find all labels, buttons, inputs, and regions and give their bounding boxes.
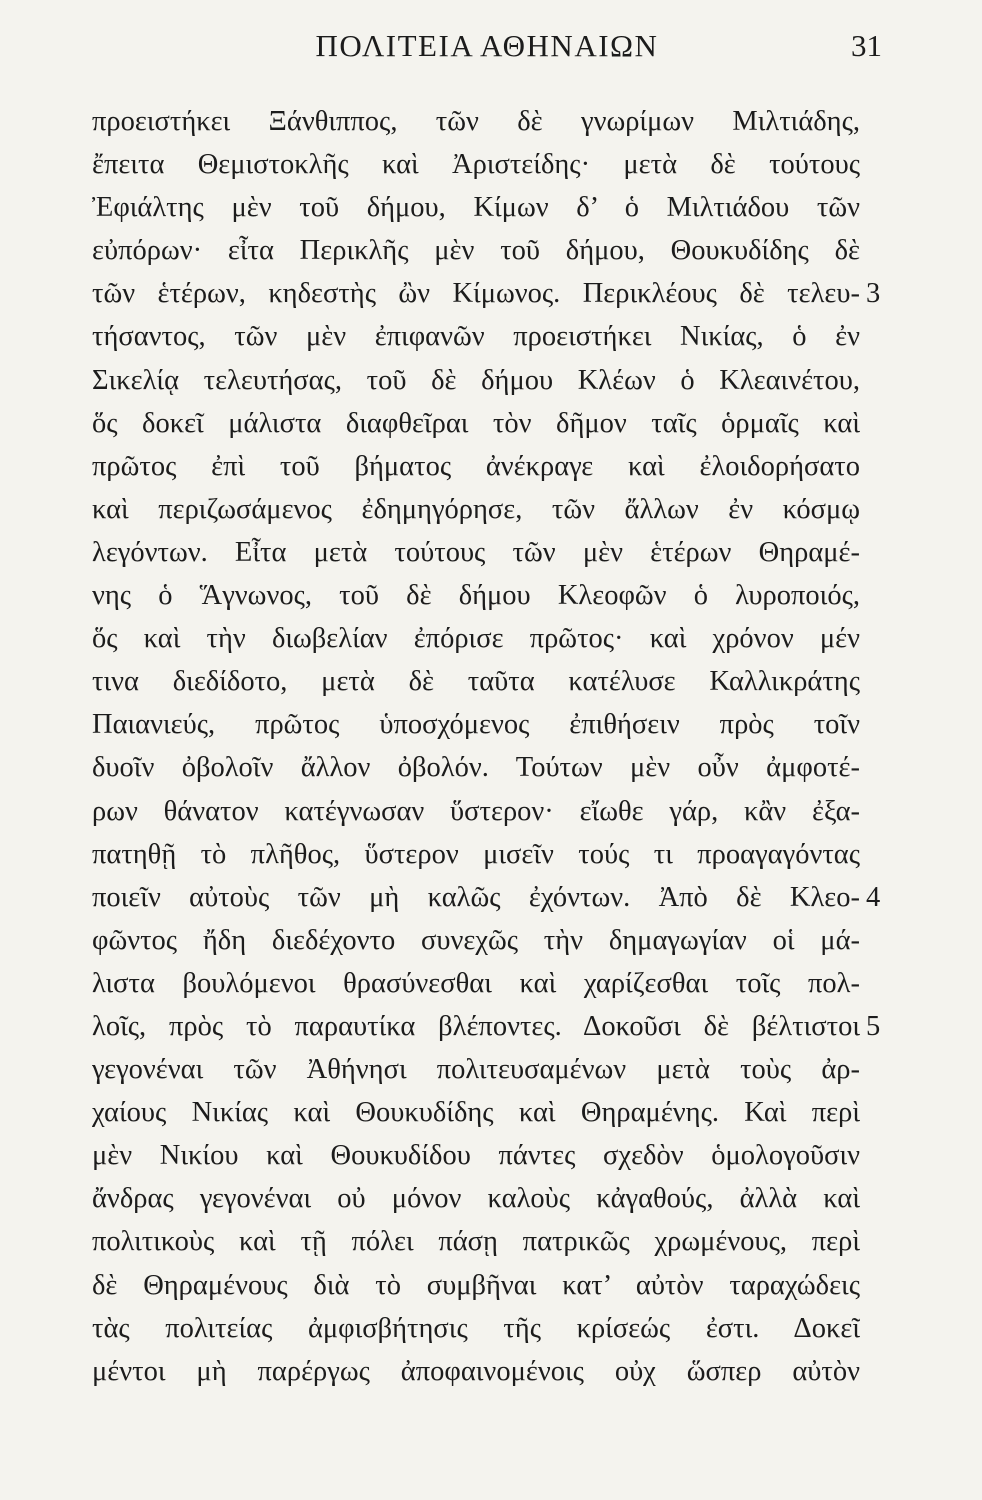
- text-line: μὲν Νικίου καὶ Θουκυδίδου πάντες σχεδὸν ὁμολογοῦσιν: [92, 1140, 860, 1172]
- text-line: πρῶτος ἐπὶ τοῦ βήματος ἀνέκραγε καὶ ἐλοιδορήσατο: [92, 450, 860, 482]
- text-body: [92, 100, 860, 1393]
- text-line: λεγόντων. Εἶτα μετὰ τούτους τῶν μὲν ἑτέρων Θηραμέ-: [92, 536, 860, 568]
- text-line: ἔπειτα Θεμιστοκλῆς καὶ Ἀριστείδης· μετὰ δὲ τούτους: [92, 149, 860, 181]
- text-line: νης ὁ Ἅγνωνος, τοῦ δὲ δήμου Κλεοφῶν ὁ λυροποιός,: [92, 580, 860, 612]
- section-number: 4: [866, 881, 881, 913]
- text-line: πατηθῇ τὸ πλῆθος, ὕστερον μισεῖν τούς τι προαγαγόντας: [92, 838, 860, 870]
- text-line: δυοῖν ὀβολοῖν ἄλλον ὀβολόν. Τούτων μὲν οὖν ἀμφοτέ-: [92, 752, 860, 784]
- section-number: 3: [866, 278, 881, 310]
- text-line: Παιανιεύς, πρῶτος ὑποσχόμενος ἐπιθήσειν πρὸς τοῖν: [92, 709, 860, 741]
- text-line: τινα διεδίδοτο, μετὰ δὲ ταῦτα κατέλυσε Καλλικράτης: [92, 666, 860, 698]
- text-line: μέντοι μὴ παρέργως ἀποφαινομένοις οὐχ ὥσπερ αὐτὸν: [92, 1355, 860, 1387]
- running-title: ΠΟΛΙΤΕΙΑ ΑΘΗΝΑΙΩΝ: [315, 28, 659, 63]
- text-line: ποιεῖν αὐτοὺς τῶν μὴ καλῶς ἐχόντων. Ἀπὸ δὲ Κλεο-: [92, 881, 860, 913]
- text-line: χαίους Νικίας καὶ Θουκυδίδης καὶ Θηραμένης. Καὶ περὶ: [92, 1097, 860, 1129]
- text-line: πολιτικοὺς καὶ τῇ πόλει πάσῃ πατρικῶς χρωμένους, περὶ: [92, 1226, 860, 1258]
- text-line: προειστήκει Ξάνθιππος, τῶν δὲ γνωρίμων Μιλτιάδης,: [92, 106, 860, 137]
- text-line: φῶντος ἤδη διεδέχοντο συνεχῶς τὴν δημαγωγίαν οἱ μά-: [92, 924, 860, 956]
- text-line: τὰς πολιτείας ἀμφισβήτησις τῆς κρίσεώς ἐστι. Δοκεῖ: [92, 1312, 860, 1344]
- text-line: τήσαντος, τῶν μὲν ἐπιφανῶν προειστήκει Νικίας, ὁ ἐν: [92, 321, 860, 353]
- text-line: καὶ περιζωσάμενος ἐδημηγόρησε, τῶν ἄλλων ἐν κόσμῳ: [92, 493, 860, 525]
- page-header: [92, 28, 882, 78]
- text-line: γεγονέναι τῶν Ἀθήνησι πολιτευσαμένων μετὰ τοὺς ἀρ-: [92, 1054, 860, 1086]
- text-line: λιστα βουλόμενοι θρασύνεσθαι καὶ χαρίζεσθαι τοῖς πολ-: [92, 967, 860, 999]
- section-number: 5: [866, 1011, 881, 1043]
- text-line: εὐπόρων· εἶτα Περικλῆς μὲν τοῦ δήμου, Θουκυδίδης δὲ: [92, 235, 860, 267]
- text-line: δὲ Θηραμένους διὰ τὸ συμβῆναι κατ’ αὐτὸν ταραχώδεις: [92, 1269, 860, 1301]
- text-line: ὅς καὶ τὴν διωβελίαν ἐπόρισε πρῶτος· καὶ χρόνον μέν: [92, 623, 860, 655]
- page-number: 31: [851, 28, 882, 63]
- text-line: τῶν ἑτέρων, κηδεστὴς ὢν Κίμωνος. Περικλέους δὲ τελευ-: [92, 278, 860, 310]
- text-line: ρων θάνατον κατέγνωσαν ὕστερον· εἴωθε γάρ, κἂν ἐξα-: [92, 795, 860, 827]
- text-line: λοῖς, πρὸς τὸ παραυτίκα βλέποντες. Δοκοῦσι δὲ βέλτιστοι: [92, 1010, 860, 1042]
- text-line: Ἐφιάλτης μὲν τοῦ δήμου, Κίμων δ’ ὁ Μιλτιάδου τῶν: [92, 192, 860, 224]
- text-line: Σικελίᾳ τελευτήσας, τοῦ δὲ δήμου Κλέων ὁ Κλεαινέτου,: [92, 364, 860, 396]
- text-line: ἄνδρας γεγονέναι οὐ μόνον καλοὺς κἀγαθούς, ἀλλὰ καὶ: [92, 1183, 860, 1215]
- text-line: ὅς δοκεῖ μάλιστα διαφθεῖραι τὸν δῆμον ταῖς ὁρμαῖς καὶ: [92, 407, 860, 439]
